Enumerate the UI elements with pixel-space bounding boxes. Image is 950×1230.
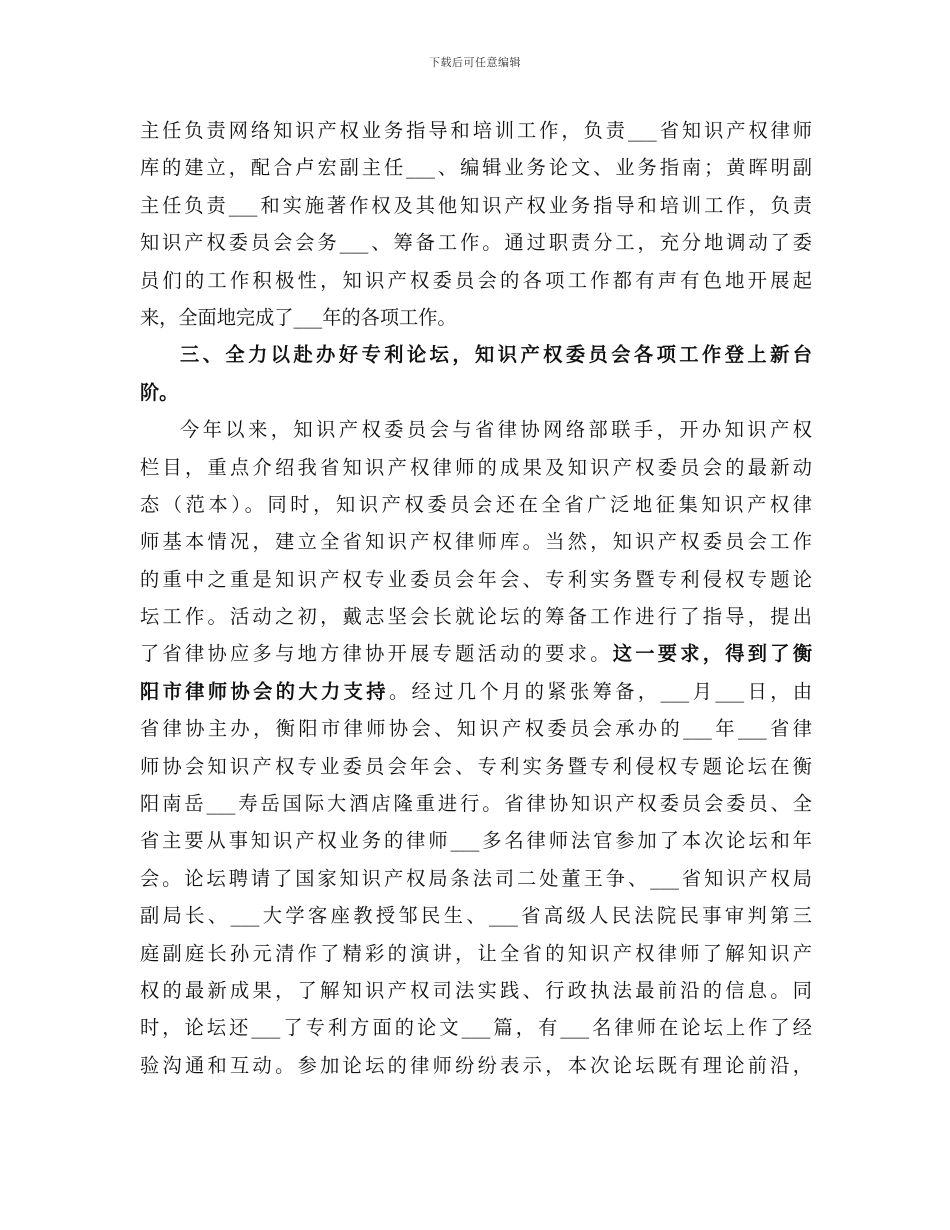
- text-line: 师协会知识产权专业委员会年会、专利实务暨专利侵权专题论坛在衡: [140, 754, 812, 778]
- text-line: 主任负责网络知识产权业务指导和培训工作，负责___省知识产权律师: [140, 119, 812, 142]
- text-line: 会。论坛聘请了国家知识产权局条法司二处董王争、___省知识产权局: [140, 866, 812, 890]
- text-line: 庭副庭长孙元清作了精彩的演讲，让全省的知识产权律师了解知识产: [140, 941, 812, 965]
- text-line: 栏目，重点介绍我省知识产权律师的成果及知识产权委员会的最新动: [140, 455, 812, 479]
- text-line: 坛工作。活动之初，戴志坚会长就论坛的筹备工作进行了指导，提出: [140, 605, 812, 629]
- text-line: 员们的工作积极性，知识产权委员会的各项工作都有声有色地开展起: [140, 268, 812, 292]
- text-line: 权的最新成果，了解知识产权司法实践、行政执法最前沿的信息。同: [140, 978, 812, 1002]
- text-line: 师基本情况，建立全省知识产权律师库。当然，知识产权委员会工作: [140, 530, 812, 554]
- paragraph-continuation: [140, 112, 812, 336]
- text-line: 主任负责___和实施著作权及其他知识产权业务指导和培训工作，负责: [140, 193, 812, 217]
- bold-emphasis: 阳市律师协会的大力支持: [140, 679, 389, 703]
- heading-line: 阶。: [140, 380, 179, 404]
- text-line: 阳南岳___寿岳国际大酒店隆重进行。省律协知识产权委员会委员、全: [140, 792, 812, 816]
- page-header: 下载后可任意编辑: [429, 56, 521, 69]
- paragraph-body: [140, 411, 812, 1084]
- heading-line: 三、全力以赴办好专利论坛，知识产权委员会各项工作登上新台: [180, 343, 812, 367]
- text-line: 了省律协应多与地方律协开展专题活动的要求。这一要求，得到了衡: [140, 642, 812, 666]
- text-line: 时，论坛还___了专利方面的论文___篇，有___名律师在论坛上作了经: [140, 1016, 812, 1040]
- text-line: 副局长、___大学客座教授邹民生、___省高级人民法院民事审判第三: [140, 904, 812, 928]
- text-line: 库的建立，配合卢宏副主任___、编辑业务论文、业务指南；黄晖明副: [140, 156, 812, 180]
- text-line: 今年以来，知识产权委员会与省律协网络部联手，开办知识产权: [180, 418, 812, 442]
- text-line: 知识产权委员会会务___、筹备工作。通过职责分工，充分地调动了委: [140, 231, 812, 255]
- bold-emphasis: 这一要求，得到了衡: [612, 642, 812, 666]
- section-heading: [140, 336, 812, 411]
- document-body: [140, 112, 812, 1084]
- text-line: 省主要从事知识产权业务的律师___多名律师法官参加了本次论坛和年: [140, 829, 812, 853]
- text-line: 省律协主办，衡阳市律师协会、知识产权委员会承办的___年___省律: [140, 717, 812, 741]
- text-line: 态（范本）。同时，知识产权委员会还在全省广泛地征集知识产权律: [140, 492, 812, 516]
- text-line: 的重中之重是知识产权专业委员会年会、专利实务暨专利侵权专题论: [140, 567, 812, 591]
- text-line: 阳市律师协会的大力支持。经过几个月的紧张筹备，___月___日，由: [140, 679, 812, 703]
- text-line: 来，全面地完成了___年的各项工作。: [140, 305, 457, 329]
- text-line: 验沟通和互动。参加论坛的律师纷纷表示，本次论坛既有理论前沿，: [140, 1053, 812, 1077]
